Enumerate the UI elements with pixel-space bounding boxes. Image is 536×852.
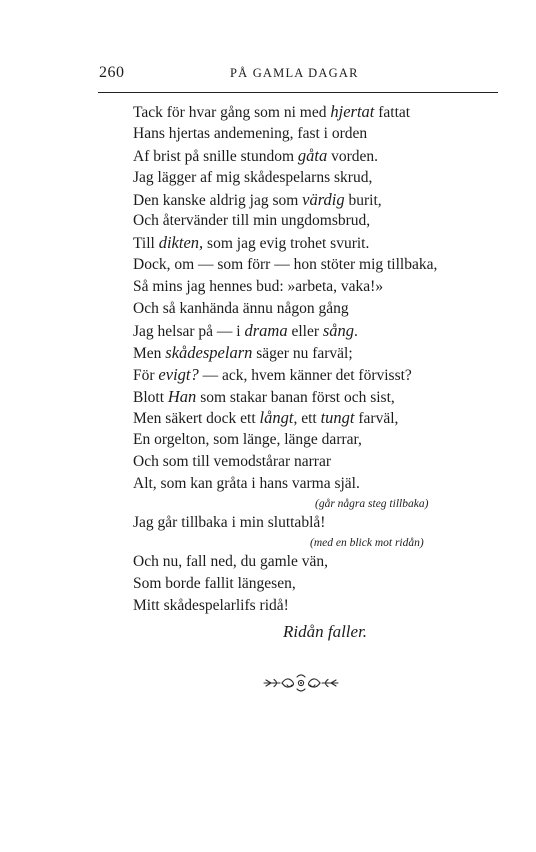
emphasis: dikten, (158, 233, 204, 253)
closing-stage-direction: Ridån faller. (283, 621, 368, 641)
emphasis: värdig (302, 189, 345, 209)
emphasis: gåta (297, 145, 328, 165)
verse-line-20: Och nu, fall ned, du gamle vän, (133, 552, 328, 570)
verse-line-16: En orgelton, som länge, länge darrar, (133, 431, 362, 449)
verse-line-19: Jag går tillbaka i min sluttablå! (133, 514, 326, 532)
stage-direction: (med en blick mot ridån) (310, 536, 424, 549)
verse-line-13: För evigt? — ack, hvem känner det förvisst? (133, 364, 412, 384)
stage-direction: (går några steg tillbaka) (315, 498, 429, 511)
verse-line-1: Tack för hvar gång som ni med hjertat fattat (133, 102, 411, 121)
verse-line-22: Mitt skådespelarlifs ridå! (133, 596, 289, 614)
verse-line-8: Dock, om — som förr — hon stöter mig tillbaka, (133, 256, 438, 274)
emphasis: sång (322, 320, 355, 340)
poem-text (133, 101, 513, 643)
running-title: PÅ GAMLA DAGAR (230, 66, 359, 80)
verse-line-14: Blott Han som stakar banan först och sist, (133, 386, 395, 406)
verse-line-10: Och så kanhända ännu någon gång (133, 300, 349, 318)
emphasis: skådespelarn (165, 342, 253, 362)
verse-line-6: Och återvänder till min ungdomsbrud, (133, 212, 371, 230)
emphasis: långt (259, 408, 294, 428)
page-number: 260 (99, 64, 125, 81)
verse-line-7: Till dikten, som jag evig trohet svurit. (133, 233, 370, 253)
verse-line-9: Så mins jag hennes bud: »arbeta, vaka!» (133, 278, 384, 296)
verse-line-18: Alt, som kan gråta i hans varma själ. (133, 475, 360, 493)
emphasis: evigt? (158, 364, 199, 384)
verse-line-4: Jag lägger af mig skådespelarns skrud, (133, 168, 373, 186)
verse-line-5: Den kanske aldrig jag som värdig burit, (133, 189, 382, 209)
emphasis: hjertat (330, 102, 375, 121)
verse-line-2: Hans hjertas andemening, fast i orden (133, 124, 368, 142)
emphasis: Han (167, 386, 197, 406)
verse-line-17: Och som till vemodstårar narrar (133, 453, 331, 471)
header-rule (98, 92, 498, 93)
verse-line-11: Jag helsar på — i drama eller sång. (133, 320, 358, 340)
tailpiece-ornament-icon (262, 672, 340, 694)
emphasis: tungt (320, 408, 355, 428)
verse-line-21: Som borde fallit längesen, (133, 574, 296, 592)
verse-line-15: Men säkert dock ett långt, ett tungt farväl, (133, 408, 399, 428)
verse-line-3: Af brist på snille stundom gåta vorden. (133, 145, 379, 165)
emphasis: drama (244, 320, 288, 340)
verse-line-12: Men skådespelarn säger nu farväl; (133, 342, 353, 362)
